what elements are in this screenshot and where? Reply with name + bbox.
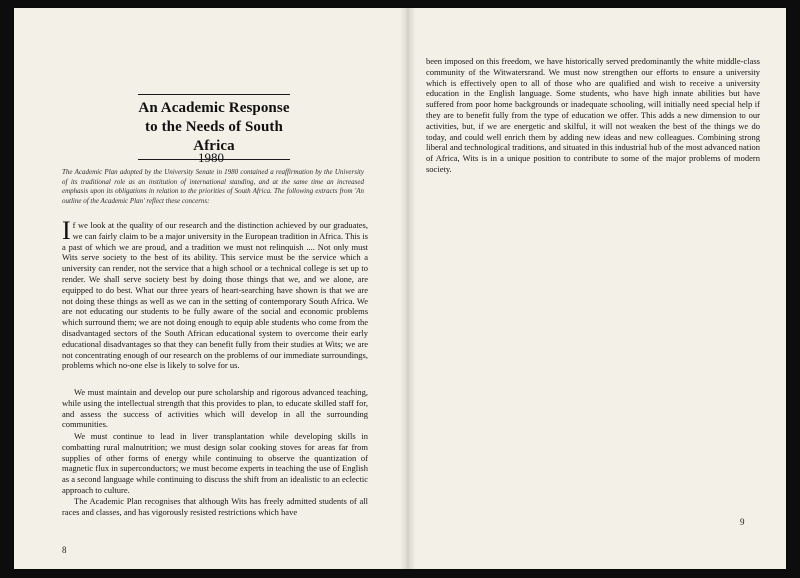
paragraph-2: We must maintain and develop our pure scholarship and rigorous advanced teaching, while using the intellectual strength that this provides to plan, to educate skilled staff for, and assess the success of activities which will develop in all the surrounding communities. (62, 387, 368, 430)
title-line-2: to the Needs of South Africa (145, 119, 283, 154)
paragraph-4: The Academic Plan recognises that although Wits has freely admitted students of all races and classes, and has vigorously resisted restrictions which have (62, 496, 368, 517)
title-line-1: An Academic Response (138, 100, 290, 116)
book-spread (14, 8, 786, 569)
paragraph-3: We must continue to lead in liver transplantation while developing skills in combatting rural malnutrition; we must design solar cooking stoves for areas far from supplies of other forms of energy while continuing to observe the quantization of magnetic flux in superconductors; we must become experts in teaching the use of English as a second language while continuing to discuss the shift from an idealistic to an eclectic approach to culture. (62, 431, 368, 495)
drop-cap: I (62, 216, 71, 245)
paragraph-1 (62, 216, 368, 371)
left-page (14, 8, 408, 569)
title-rule-top (138, 94, 290, 95)
right-page-paragraph: been imposed on this freedom, we have historically served predominantly the white middle-class community of the Witwatersrand. We must now strengthen our efforts to ensure a university which is effectively open to all of those who are qualified and wish to receive a university education in the English language. Some students, who have high innate abilities but have suffered from poor home backgrounds or inadequate schooling, will initially need special help if they are to benefit fully from the type of education we offer. This adds a new dimension to our activities, but, if we are energetic and skilful, it will not weaken the best of the things we do today, and could well enrich them by adding new ideas and new colleagues. Combining strong liberal and technological traditions, and situated in this industrial hub of the most advanced nation of Africa, Wits is in a unique position to contribute to some of the major problems of modern society. (426, 56, 760, 174)
page-number-right: 9 (740, 517, 745, 527)
year-heading: 1980 (198, 150, 224, 165)
intro-paragraph: The Academic Plan adopted by the University Senate in 1980 contained a reaffirmation by the University of its traditional role as an institution of international standing, and at the same time an increased emphasis upon its obligations in relation to the priorities of South Africa. The following extracts from 'An outline of the Academic Plan' reflect these concerns: (62, 168, 364, 205)
paragraph-1-text: f we look at the quality of our research and the distinction achieved by our graduates, we can fairly claim to be a major university in the European tradition in Africa. This is a past of which we are proud, and a tradition we must not relinquish .... Not only must Wits serve society to the best of its ability. This service must be the service which a university can render, not the service that a high school or a technical college is set up to render. We shall serve society best by doing those things that we, and we alone, are equipped to do best. What our three years of heart-searching have shown is that we are not doing these things as well as we can in the setting of contemporary South Africa. We are not educating our students to be fully aware of the social and economic problems which surround them; we are not doing enough to equip able students who come from the disadvantaged sectors of the South African educational system to overcome their early educational disadvantages so that they can benefit fully from their studies at Wits; we are not concentrating enough of our research on the problems of our immediate surroundings, problems which no-one else is likely to solve for us. (62, 220, 368, 371)
right-page (408, 8, 786, 569)
page-number-left: 8 (62, 545, 67, 555)
